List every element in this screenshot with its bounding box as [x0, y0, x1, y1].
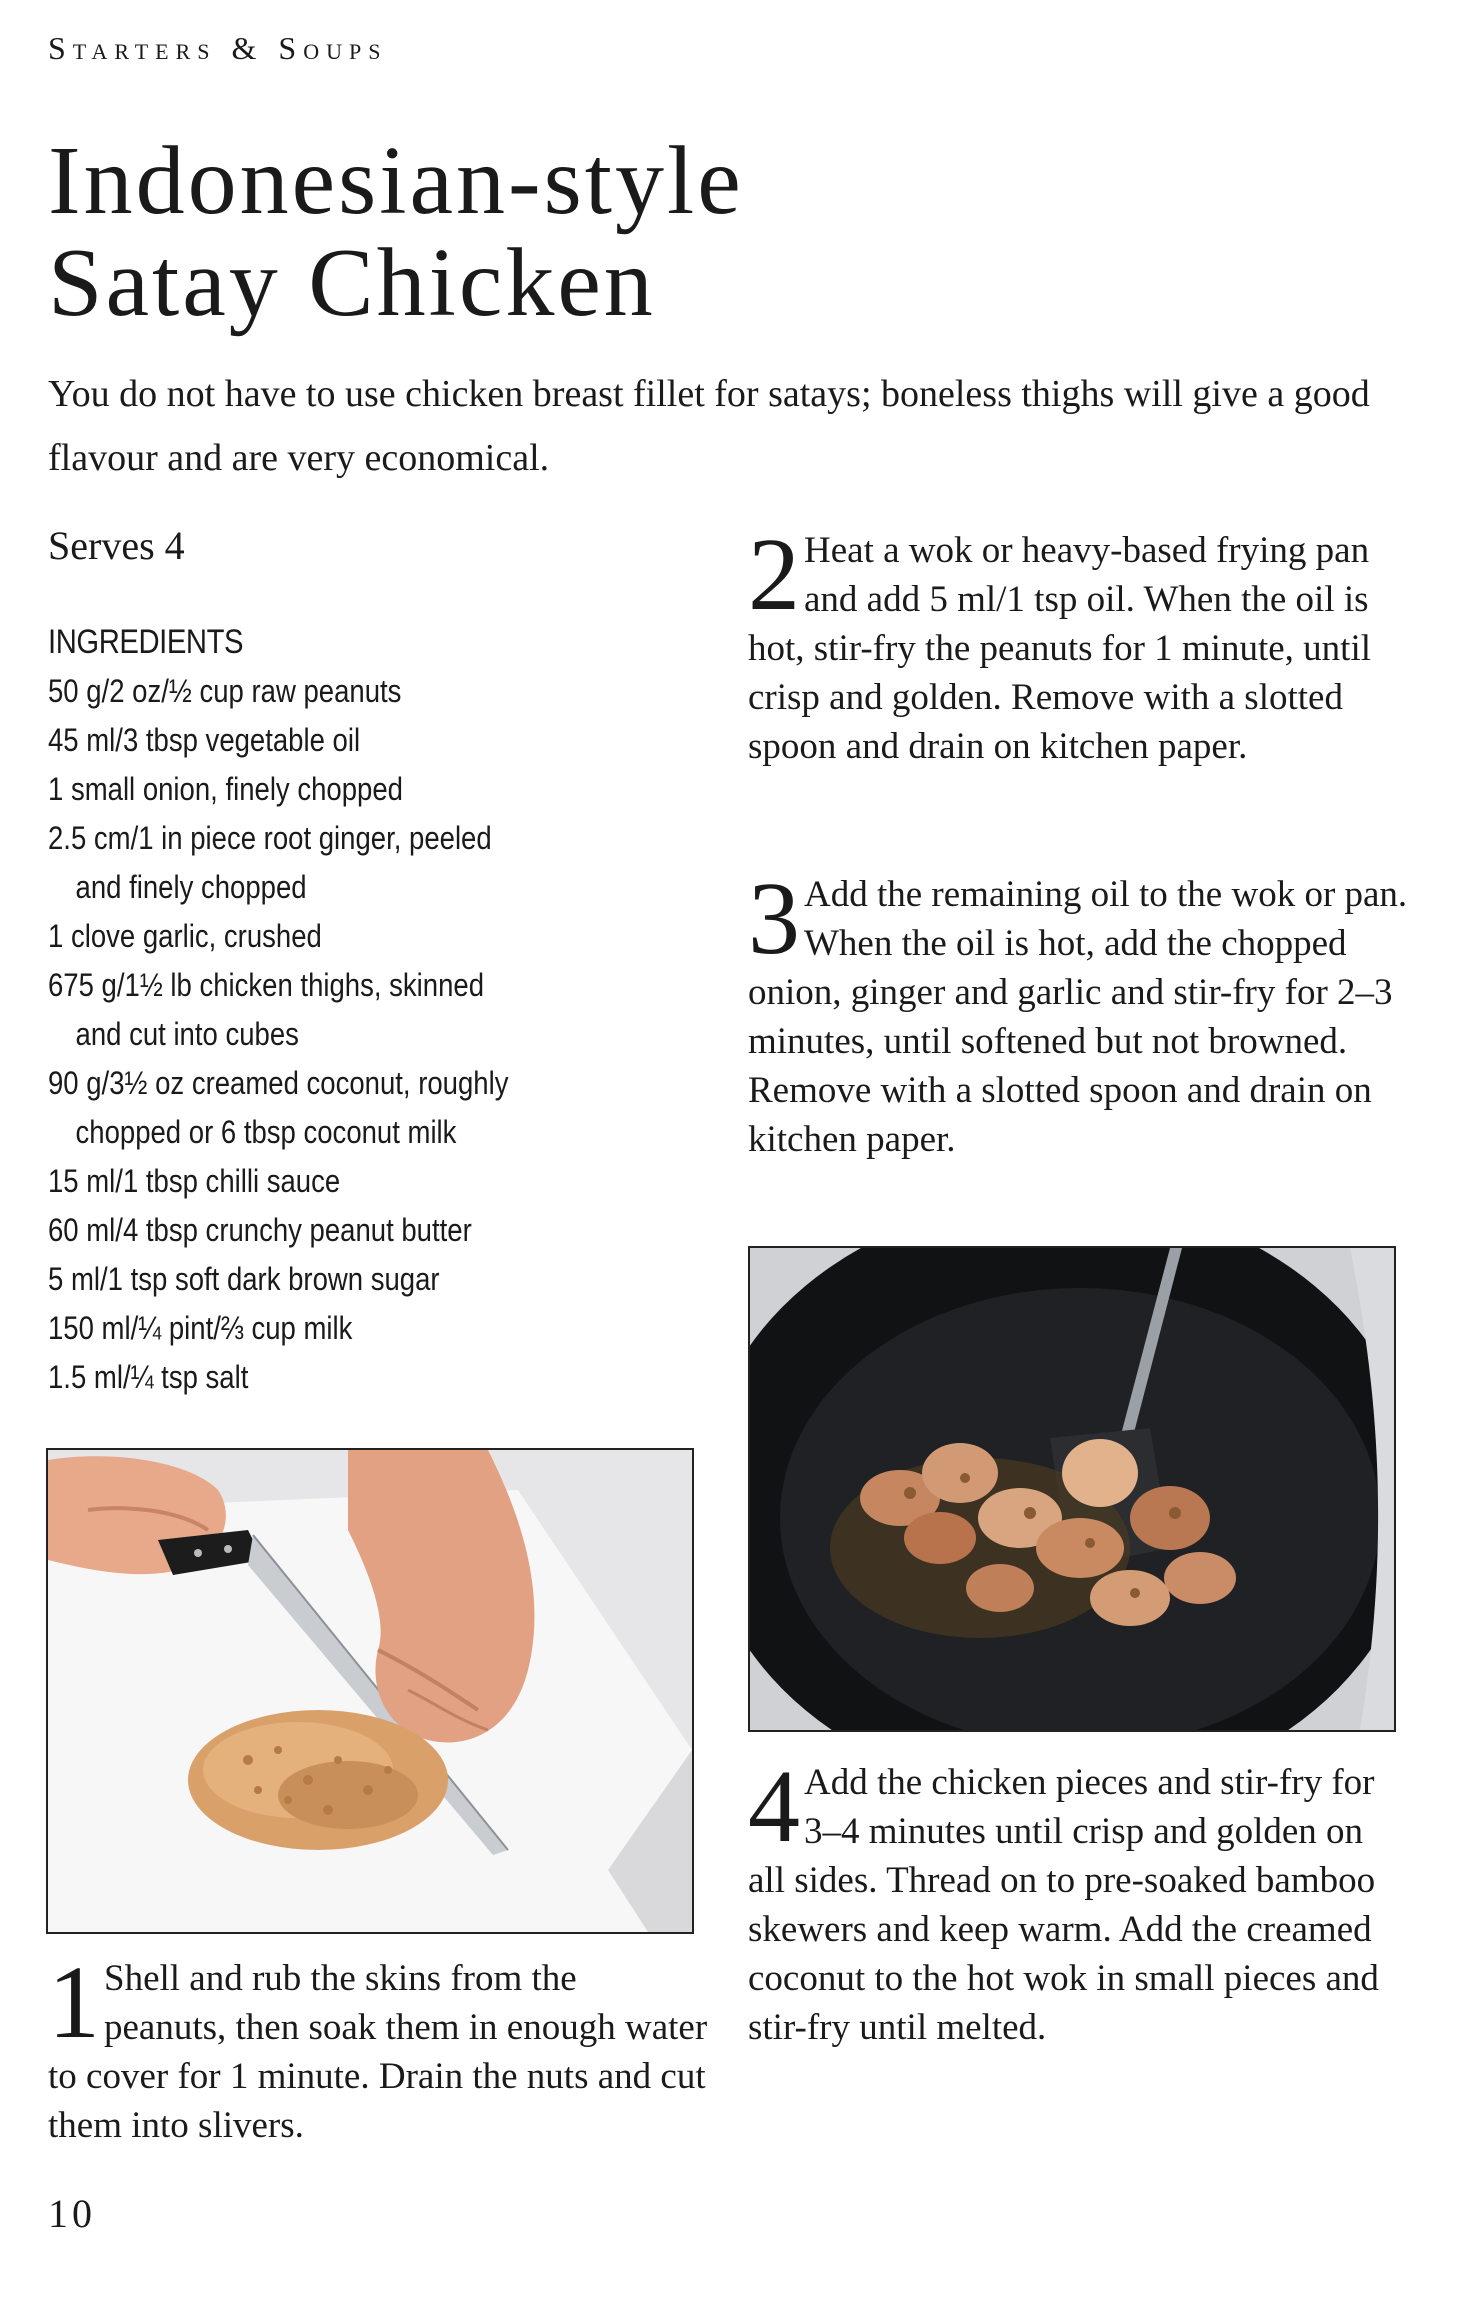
step-text: Add the remaining oil to the wok or pan. When the oil is hot, add the chopped onion, ginger and garlic and stir-fry for 2–3 minutes, until softened but not browned. Remove with a slotted spoon and drain on kitchen paper.: [748, 874, 1408, 1160]
ingredient-item: 90 g/3½ oz creamed coconut, roughly: [48, 1065, 509, 1101]
wok-chicken-photo: [748, 1246, 1396, 1732]
ingredient-item-continued: and cut into cubes: [75, 1016, 299, 1052]
step-number: 4: [748, 1749, 800, 1864]
step-text: Add the chicken pieces and stir-fry for 3–4 minutes until crisp and golden on all sides. Thread on to pre-soaked bamboo skewers and keep warm. Add the creamed coconut to the hot wok in small pieces and stir-fry until melted.: [748, 1762, 1379, 2048]
ingredient-item: 150 ml/¼ pint/⅔ cup milk: [48, 1310, 353, 1346]
step-text: Heat a wok or heavy-based frying pan and add 5 ml/1 tsp oil. When the oil is hot, stir-fry the peanuts for 1 minute, until crisp and golden. Remove with a slotted spoon and drain on kitchen paper.: [748, 530, 1372, 767]
recipe-title-line1: Indonesian-style: [48, 127, 744, 235]
serves-text: Serves 4: [48, 523, 185, 568]
ingredient-item: 15 ml/1 tbsp chilli sauce: [48, 1163, 341, 1199]
ingredient-item: 2.5 cm/1 in piece root ginger, peeled: [48, 820, 492, 856]
ingredients-heading: INGREDIENTS: [48, 623, 244, 661]
ingredient-item: 1 small onion, finely chopped: [48, 771, 403, 807]
ingredient-item: 60 ml/4 tbsp crunchy peanut butter: [48, 1212, 472, 1248]
ingredient-item-continued: and finely chopped: [75, 869, 307, 905]
page-number: 10: [48, 2191, 96, 2236]
step-2: [748, 517, 1408, 771]
ingredient-item: 50 g/2 oz/½ cup raw peanuts: [48, 673, 402, 709]
section-header: Starters & Soups: [48, 30, 388, 66]
recipe-title: [48, 127, 1048, 337]
recipe-title-line2: Satay Chicken: [48, 229, 656, 337]
ingredient-item: 5 ml/1 tsp soft dark brown sugar: [48, 1261, 440, 1297]
ingredient-item: 1 clove garlic, crushed: [48, 918, 322, 954]
step-4: [748, 1749, 1408, 2052]
ingredient-item: 45 ml/3 tbsp vegetable oil: [48, 722, 361, 758]
step-number: 1: [48, 1945, 100, 2060]
step-number: 2: [748, 517, 800, 632]
step-3: [748, 861, 1408, 1164]
ingredient-item: 675 g/1½ lb chicken thighs, skinned: [48, 967, 485, 1003]
recipe-intro: You do not have to use chicken breast fillet for satays; boneless thighs will give a good flavour and are very economical.: [48, 373, 1370, 479]
ingredient-list: [48, 667, 598, 1402]
step-number: 3: [748, 861, 800, 976]
ingredient-item: 1.5 ml/¼ tsp salt: [48, 1359, 249, 1395]
step-text: Shell and rub the skins from the peanuts, then soak them in enough water to cover for 1 minute. Drain the nuts and cut them into slivers.: [48, 1958, 708, 2146]
chopping-peanuts-photo: [46, 1448, 694, 1934]
wok-chicken-icon: [750, 1248, 1394, 1730]
step-1: [48, 1945, 708, 2150]
chopping-peanuts-icon: [48, 1450, 692, 1932]
ingredients-block: [48, 618, 598, 1402]
ingredient-item-continued: chopped or 6 tbsp coconut milk: [75, 1114, 457, 1150]
